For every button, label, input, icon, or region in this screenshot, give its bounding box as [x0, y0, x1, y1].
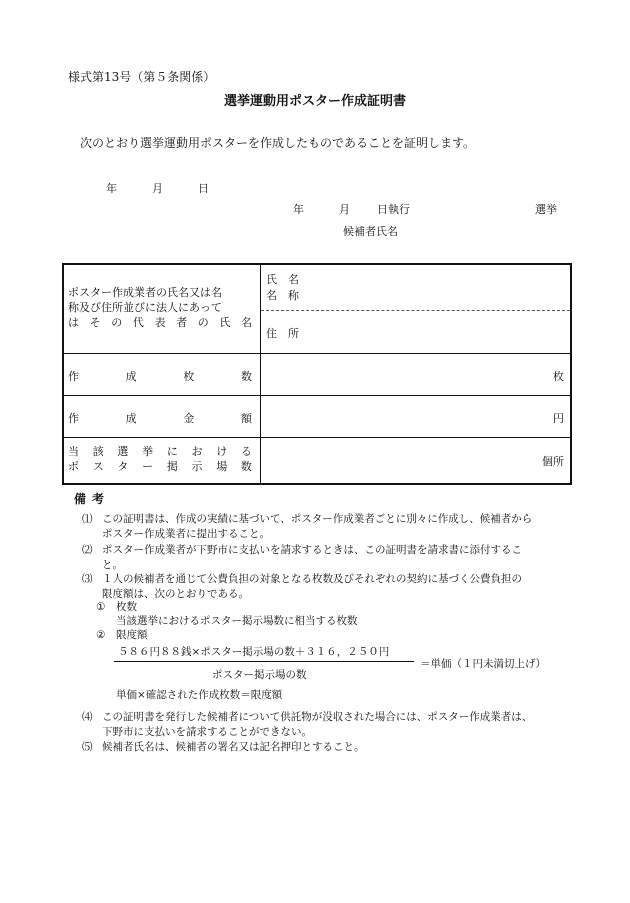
- date-month: 月: [152, 182, 163, 195]
- producer-label-line1: ポスター作成業者の氏名又は名: [68, 286, 222, 299]
- notes-heading: 備考: [74, 492, 111, 506]
- amount-label: 作 成 金 額: [68, 412, 252, 425]
- item-b-number: ②: [96, 629, 106, 641]
- issue-date: [106, 180, 209, 196]
- note-3-item-b: [96, 628, 148, 643]
- item-b-label: 限度額: [116, 629, 148, 641]
- name-field-label: 氏 名: [266, 273, 299, 286]
- address-field-label: 住 所: [266, 327, 299, 340]
- intro-text: 次のとおり選挙運動用ポスターを作成したものであることを証明します。: [80, 136, 476, 150]
- row-locations: [64, 437, 570, 483]
- candidate-label: 候補者氏名: [343, 225, 398, 238]
- note-1-line2: ポスター作成業者に提出すること。: [102, 528, 270, 540]
- exec-day: 日執行: [377, 203, 410, 216]
- formula-fraction-bar: [114, 661, 414, 662]
- count-label: 作 成 枚 数: [68, 370, 252, 383]
- note-2-number: ⑵: [82, 544, 93, 556]
- date-year: 年: [106, 182, 117, 195]
- election-label: 選挙: [535, 203, 557, 216]
- certificate-table: [62, 263, 572, 485]
- row-count: [64, 353, 570, 395]
- formula-limit: 単価×確認された作成枚数＝限度額: [116, 689, 283, 701]
- item-a-number: ①: [96, 601, 106, 613]
- note-2-line2: と。: [102, 559, 123, 571]
- formula-result: ＝単価（１円未満切上げ）: [420, 658, 546, 670]
- exec-month: 月: [339, 203, 350, 216]
- note-2-line1: ポスター作成業者が下野市に支払いを請求するときは、この証明書を請求書に添付するこ: [102, 544, 522, 556]
- note-5-line1: 候補者氏名は、候補者の署名又は記名押印とすること。: [102, 741, 365, 753]
- note-1-line1: この証明書は、作成の実績に基づいて、ポスター作成業者ごとに別々に作成し、候補者から: [102, 513, 533, 525]
- note-3: [82, 572, 522, 602]
- count-unit: 枚: [553, 370, 564, 383]
- locations-unit: 個所: [542, 455, 564, 468]
- note-4: [82, 710, 532, 740]
- date-day: 日: [198, 182, 209, 195]
- note-3-number: ⑶: [82, 573, 93, 585]
- row-producer-label: [68, 285, 252, 330]
- amount-unit: 円: [553, 412, 564, 425]
- dashed-separator: [261, 310, 570, 311]
- producer-label-line3: は そ の 代 表 者 の 氏 名: [68, 316, 252, 329]
- locations-label: 当 該 選 挙 に お け る ポ ス タ ー 掲 示 場 数: [68, 445, 252, 473]
- note-1-number: ⑴: [82, 513, 93, 525]
- org-field-label: 名 称: [266, 289, 299, 302]
- note-5-number: ⑸: [82, 741, 93, 753]
- formula-numerator: ５８６円８８銭×ポスター掲示場の数＋３１６，２５０円: [118, 646, 390, 658]
- note-4-number: ⑷: [82, 711, 93, 723]
- note-2: [82, 543, 522, 573]
- item-a-detail: 当該選挙におけるポスター掲示場数に相当する枚数: [116, 615, 358, 627]
- document-title: 選挙運動用ポスター作成証明書: [223, 94, 406, 109]
- note-4-line1: この証明書を発行した候補者について供託物が没収された場合には、ポスター作成業者は、: [102, 711, 533, 723]
- note-3-line2: 限度額は、次のとおりである。: [102, 588, 249, 600]
- note-3-item-a: [96, 600, 137, 615]
- note-1: [82, 512, 532, 542]
- item-a-label: 枚数: [116, 601, 137, 613]
- election-date: [293, 201, 557, 217]
- formula-denominator: ポスター掲示場の数: [212, 669, 307, 681]
- form-number: 様式第13号（第５条関係）: [68, 70, 216, 84]
- exec-year: 年: [293, 203, 304, 216]
- note-5: [82, 740, 365, 755]
- note-4-line2: 下野市に支払いを請求することができない。: [102, 726, 312, 738]
- producer-label-line2: 称及び住所並びに法人にあって: [68, 301, 222, 314]
- note-3-line1: １人の候補者を通じて公費負担の対象となる枚数及びそれぞれの契約に基づく公費負担の: [102, 573, 522, 585]
- row-amount: [64, 395, 570, 437]
